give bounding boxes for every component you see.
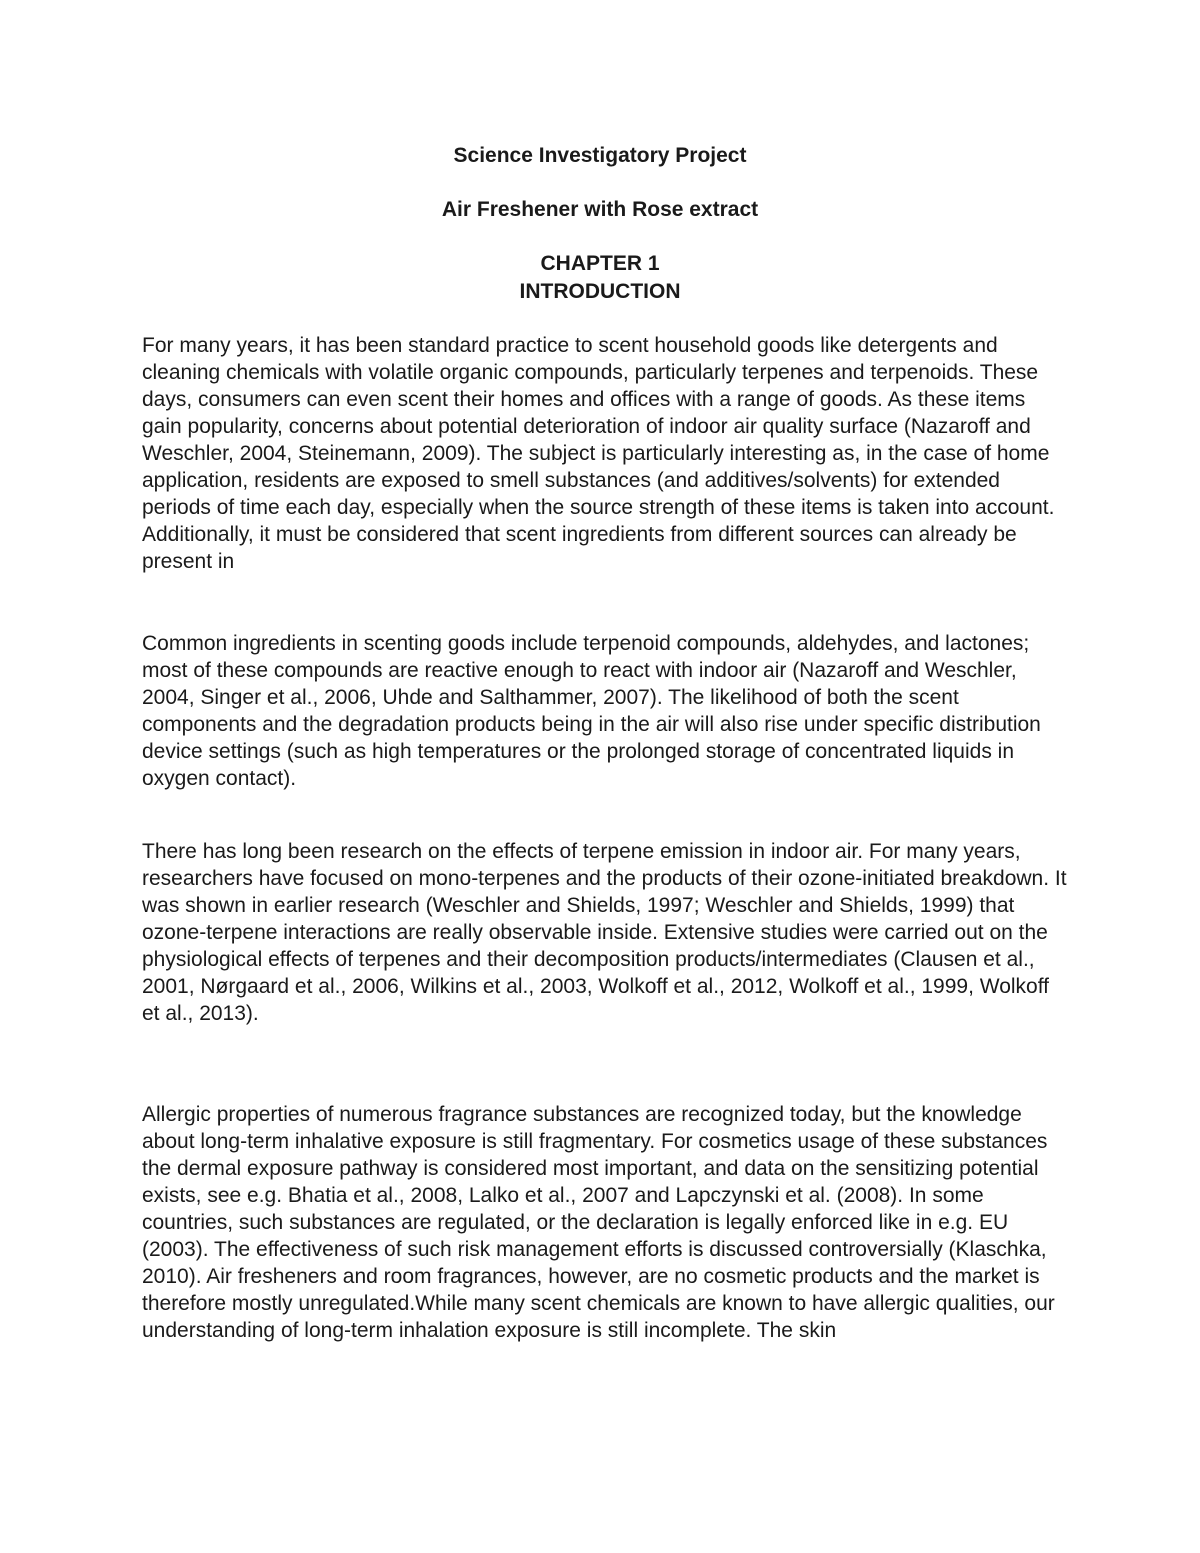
document-subtitle: Air Freshener with Rose extract (441, 198, 759, 221)
paragraph-1: For many years, it has been standard practice to scent household goods like detergents and cleaning chemicals with volatile organic compounds, particularly terpenes and terpenoids. These days, consumers can even scent their homes and offices with a range of goods. As these items gain popularity, concerns about potential deterioration of indoor air quality surface (Nazaroff and Weschler, 2004, Steinemann, 2009). The subject is particularly interesting as, in the case of home application, residents are exposed to smell substances (and additives/solvents) for extended periods of time each day, especially when the source strength of these items is taken into account. Additionally, it must be considered that scent ingredients from different sources can already be present in (142, 334, 1055, 573)
chapter-number: CHAPTER 1 (540, 252, 660, 275)
document-title: Science Investigatory Project (453, 144, 747, 167)
paragraph-2: Common ingredients in scenting goods include terpenoid compounds, aldehydes, and lactones; most of these compounds are reactive enough to react with indoor air (Nazaroff and Weschler, 2004, Singer et al., 2006, Uhde and Salthammer, 2007). The likelihood of both the scent components and the degradation products being in the air will also rise under specific distribution device settings (such as high temperatures or the prolonged storage of concentrated liquids in oxygen contact). (142, 632, 1041, 790)
paragraph-3: There has long been research on the effects of terpene emission in indoor air. For many years, researchers have focused on mono-terpenes and the products of their ozone-initiated breakdown. It was shown in earlier research (Weschler and Shields, 1997; Weschler and Shields, 1999) that ozone-terpene interactions are really observable inside. Extensive studies were carried out on the physiological effects of terpenes and their decomposition products/intermediates (Clausen et al., 2001, Nørgaard et al., 2006, Wilkins et al., 2003, Wolkoff et al., 2012, Wolkoff et al., 1999, Wolkoff et al., 2013). (142, 840, 1067, 1025)
chapter-title: INTRODUCTION (519, 280, 681, 303)
paragraph-4: Allergic properties of numerous fragrance substances are recognized today, but the knowledge about long-term inhalative exposure is still fragmentary. For cosmetics usage of these substances the dermal exposure pathway is considered most important, and data on the sensitizing potential exists, see e.g. Bhatia et al., 2008, Lalko et al., 2007 and Lapczynski et al. (2008). In some countries, such substances are regulated, or the declaration is legally enforced like in e.g. EU (2003). The effectiveness of such risk management efforts is discussed controversially (Klaschka, 2010). Air fresheners and room fragrances, however, are no cosmetic products and the market is therefore mostly unregulated.While many scent chemicals are known to have allergic qualities, our understanding of long-term inhalation exposure is still incomplete. The skin (142, 1103, 1055, 1342)
